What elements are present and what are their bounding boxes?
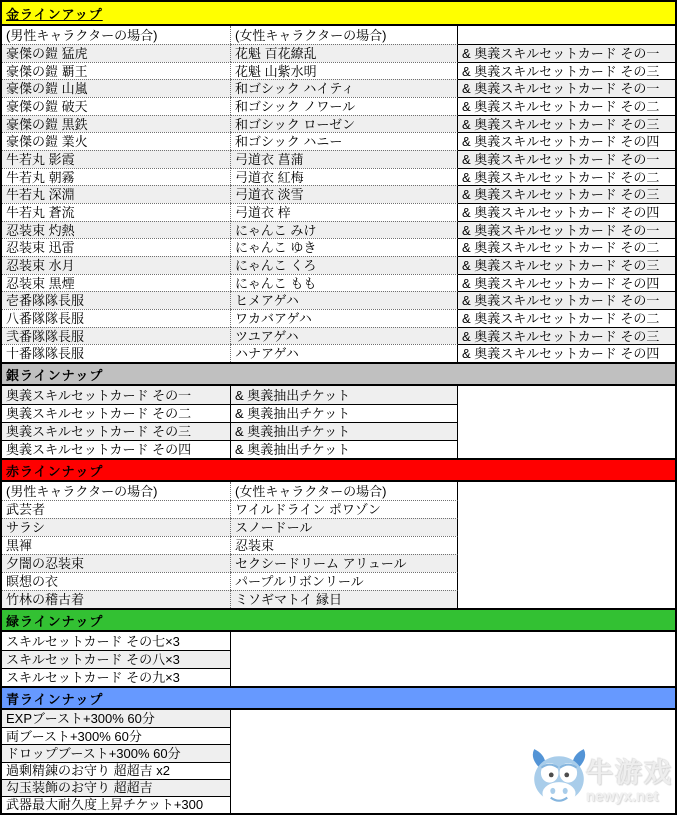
bonus-item-cell: & 奥義スキルセットカード その四 (458, 274, 675, 292)
gold-row (2, 168, 675, 186)
blue-row (2, 762, 675, 779)
gold-col-headers (2, 26, 675, 44)
female-outfit-cell: にゃんこ ゆき (231, 238, 458, 256)
female-outfit-cell: 弓道衣 梓 (231, 203, 458, 221)
section-title-gold: 金ラインアップ (6, 6, 103, 22)
male-outfit-cell: 豪傑の鎧 覇王 (2, 62, 231, 80)
watermark-site: newyx.net (586, 788, 659, 805)
card-cell: 奥義スキルセットカード その三 (2, 422, 231, 440)
male-outfit-cell: 豪傑の鎧 猛虎 (2, 44, 231, 62)
empty-cell (231, 762, 675, 779)
blue-row (2, 710, 675, 727)
empty-cell (458, 536, 675, 554)
section-header-blue (2, 686, 675, 710)
female-outfit-cell: ワカバアゲハ (231, 309, 458, 327)
male-col-header: (男性キャラクターの場合) (2, 26, 231, 44)
blue-row (2, 744, 675, 761)
male-outfit-cell: 豪傑の鎧 破天 (2, 97, 231, 115)
bonus-col-header-empty (458, 26, 675, 44)
green-row (2, 650, 675, 668)
empty-cell (231, 668, 675, 686)
female-outfit-cell: 弓道衣 紅梅 (231, 168, 458, 186)
bonus-item-cell: & 奥義スキルセットカード その三 (458, 115, 675, 133)
male-outfit-cell: 忍装束 黒煙 (2, 274, 231, 292)
section-header-silver (2, 362, 675, 386)
silver-row (2, 440, 675, 458)
bonus-item-cell: & 奥義スキルセットカード その二 (458, 238, 675, 256)
gold-row (2, 97, 675, 115)
red-rows (2, 500, 675, 608)
item-cell: 過剰精錬のお守り 超超吉 x2 (2, 762, 231, 779)
female-outfit-cell: 和ゴシック ローゼン (231, 115, 458, 133)
card-cell: スキルセットカード その七×3 (2, 632, 231, 650)
female-outfit-cell: セクシードリーム アリュール (231, 554, 458, 572)
male-outfit-cell: 夕闇の忍装束 (2, 554, 231, 572)
male-outfit-cell: 忍装束 水月 (2, 256, 231, 274)
item-cell: 両ブースト+300% 60分 (2, 727, 231, 744)
gold-row (2, 62, 675, 80)
empty-cell (458, 422, 675, 440)
female-outfit-cell: 和ゴシック ノワール (231, 97, 458, 115)
gold-row (2, 79, 675, 97)
gold-row (2, 256, 675, 274)
female-outfit-cell: 弓道衣 淡雪 (231, 185, 458, 203)
section-title-silver: 銀ラインナップ (6, 367, 104, 383)
female-outfit-cell: にゃんこ くろ (231, 256, 458, 274)
red-row (2, 536, 675, 554)
card-cell: スキルセットカード その九×3 (2, 668, 231, 686)
empty-cell (458, 482, 675, 500)
silver-row (2, 422, 675, 440)
empty-cell (231, 796, 675, 813)
empty-cell (458, 440, 675, 458)
gold-row (2, 203, 675, 221)
empty-cell (231, 632, 675, 650)
gold-row (2, 327, 675, 345)
female-outfit-cell: 花魁 百花繚乱 (231, 44, 458, 62)
bonus-item-cell: & 奥義スキルセットカード その一 (458, 221, 675, 239)
red-row (2, 572, 675, 590)
bonus-item-cell: & 奥義スキルセットカード その四 (458, 132, 675, 150)
gold-row (2, 185, 675, 203)
item-cell: EXPブースト+300% 60分 (2, 710, 231, 727)
bonus-item-cell: & 奥義スキルセットカード その二 (458, 309, 675, 327)
item-cell: ドロップブースト+300% 60分 (2, 744, 231, 761)
empty-cell (231, 710, 675, 727)
bonus-item-cell: & 奥義抽出チケット (231, 422, 458, 440)
female-outfit-cell: 和ゴシック ハニー (231, 132, 458, 150)
gold-rows (2, 44, 675, 362)
bonus-item-cell: & 奥義スキルセットカード その四 (458, 344, 675, 362)
empty-cell (458, 500, 675, 518)
gold-row (2, 150, 675, 168)
card-cell: 奥義スキルセットカード その四 (2, 440, 231, 458)
empty-cell (458, 554, 675, 572)
blue-rows (2, 710, 675, 813)
gold-row (2, 309, 675, 327)
bonus-item-cell: & 奥義抽出チケット (231, 386, 458, 404)
green-row (2, 632, 675, 650)
male-outfit-cell: 牛若丸 影霞 (2, 150, 231, 168)
female-outfit-cell: にゃんこ もも (231, 274, 458, 292)
female-outfit-cell: パープルリボンリール (231, 572, 458, 590)
female-outfit-cell: スノードール (231, 518, 458, 536)
bonus-item-cell: & 奥義スキルセットカード その一 (458, 79, 675, 97)
gold-row (2, 115, 675, 133)
gold-row (2, 274, 675, 292)
blue-row (2, 796, 675, 813)
male-outfit-cell: サラシ (2, 518, 231, 536)
male-outfit-cell: 忍装束 迅雷 (2, 238, 231, 256)
bonus-item-cell: & 奥義スキルセットカード その一 (458, 150, 675, 168)
male-outfit-cell: 牛若丸 蒼流 (2, 203, 231, 221)
empty-cell (458, 404, 675, 422)
male-outfit-cell: 豪傑の鎧 黒鉄 (2, 115, 231, 133)
empty-cell (231, 744, 675, 761)
card-cell: 奥義スキルセットカード その二 (2, 404, 231, 422)
male-outfit-cell: 八番隊隊長服 (2, 309, 231, 327)
female-outfit-cell: ハナアゲハ (231, 344, 458, 362)
empty-cell (231, 650, 675, 668)
female-outfit-cell: 和ゴシック ハイティ (231, 79, 458, 97)
male-outfit-cell: 武芸者 (2, 500, 231, 518)
red-row (2, 590, 675, 608)
gold-row (2, 44, 675, 62)
male-outfit-cell: 壱番隊隊長服 (2, 291, 231, 309)
section-title-red: 赤ラインナップ (6, 463, 104, 479)
bonus-item-cell: & 奥義スキルセットカード その二 (458, 97, 675, 115)
green-rows (2, 632, 675, 686)
male-outfit-cell: 黒褌 (2, 536, 231, 554)
card-cell: スキルセットカード その八×3 (2, 650, 231, 668)
female-outfit-cell: ミソギマトイ 縁日 (231, 590, 458, 608)
bonus-item-cell: & 奥義抽出チケット (231, 440, 458, 458)
bonus-item-cell: & 奥義スキルセットカード その三 (458, 62, 675, 80)
empty-cell (458, 590, 675, 608)
female-outfit-cell: ワイルドライン ポワゾン (231, 500, 458, 518)
bonus-item-cell: & 奥義スキルセットカード その一 (458, 44, 675, 62)
female-outfit-cell: にゃんこ みけ (231, 221, 458, 239)
male-outfit-cell: 弐番隊隊長服 (2, 327, 231, 345)
bonus-item-cell: & 奥義スキルセットカード その三 (458, 256, 675, 274)
silver-row (2, 386, 675, 404)
empty-cell (231, 779, 675, 796)
bonus-item-cell: & 奥義スキルセットカード その三 (458, 327, 675, 345)
female-outfit-cell: ヒメアゲハ (231, 291, 458, 309)
gold-row (2, 132, 675, 150)
gold-row (2, 238, 675, 256)
empty-cell (458, 518, 675, 536)
card-cell: 奥義スキルセットカード その一 (2, 386, 231, 404)
gold-row (2, 291, 675, 309)
bonus-item-cell: & 奥義スキルセットカード その一 (458, 291, 675, 309)
section-header-red (2, 458, 675, 482)
red-row (2, 500, 675, 518)
male-outfit-cell: 豪傑の鎧 業火 (2, 132, 231, 150)
male-outfit-cell: 瞑想の衣 (2, 572, 231, 590)
empty-cell (458, 386, 675, 404)
bonus-item-cell: & 奥義スキルセットカード その三 (458, 185, 675, 203)
male-outfit-cell: 十番隊隊長服 (2, 344, 231, 362)
bonus-item-cell: & 奥義抽出チケット (231, 404, 458, 422)
empty-cell (458, 572, 675, 590)
blue-row (2, 727, 675, 744)
watermark-brand: 牛游戏 (586, 758, 673, 788)
item-cell: 武器最大耐久度上昇チケット+300 (2, 796, 231, 813)
female-outfit-cell: 弓道衣 菖蒲 (231, 150, 458, 168)
red-row (2, 554, 675, 572)
bonus-item-cell: & 奥義スキルセットカード その二 (458, 168, 675, 186)
section-title-blue: 青ラインナップ (6, 691, 104, 707)
male-outfit-cell: 牛若丸 深淵 (2, 185, 231, 203)
item-cell: 勾玉装飾のお守り 超超吉 (2, 779, 231, 796)
red-row (2, 518, 675, 536)
silver-row (2, 404, 675, 422)
gold-row (2, 344, 675, 362)
female-outfit-cell: 忍装束 (231, 536, 458, 554)
section-header-green (2, 608, 675, 632)
female-col-header: (女性キャラクターの場合) (231, 482, 458, 500)
section-title-green: 緑ラインナップ (6, 613, 104, 629)
male-outfit-cell: 忍装束 灼熱 (2, 221, 231, 239)
green-row (2, 668, 675, 686)
silver-rows (2, 386, 675, 458)
female-outfit-cell: ツユアゲハ (231, 327, 458, 345)
section-header-gold (2, 2, 675, 26)
empty-cell (231, 727, 675, 744)
male-outfit-cell: 豪傑の鎧 山嵐 (2, 79, 231, 97)
bonus-item-cell: & 奥義スキルセットカード その四 (458, 203, 675, 221)
female-outfit-cell: 花魁 山紫水明 (231, 62, 458, 80)
male-outfit-cell: 竹林の稽古着 (2, 590, 231, 608)
red-col-headers (2, 482, 675, 500)
male-col-header: (男性キャラクターの場合) (2, 482, 231, 500)
blue-row (2, 779, 675, 796)
gold-row (2, 221, 675, 239)
male-outfit-cell: 牛若丸 朝霧 (2, 168, 231, 186)
female-col-header: (女性キャラクターの場合) (231, 26, 458, 44)
